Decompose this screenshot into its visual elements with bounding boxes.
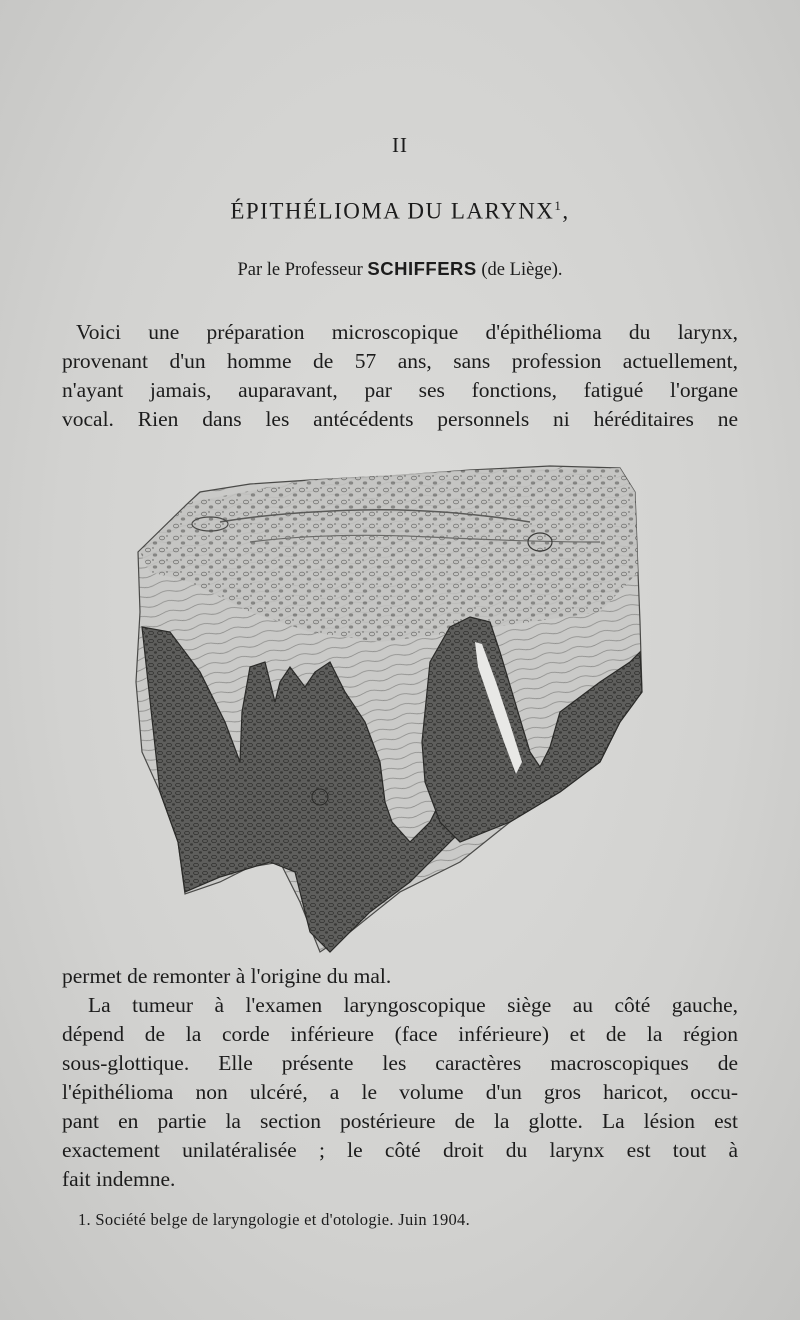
footnote-text: Société belge de laryngologie et d'otologie. Juin 1904. bbox=[95, 1210, 471, 1229]
paragraph-continuation bbox=[62, 962, 738, 991]
author-name: SCHIFFERS bbox=[367, 258, 477, 279]
text-line: dépend de la corde inférieure (face inférieure) et de la région bbox=[62, 1022, 738, 1046]
byline bbox=[0, 258, 800, 281]
text-line: exactement unilatéralisée ; le côté droit du larynx est tout à bbox=[62, 1138, 738, 1162]
byline-prefix: Par le Professeur bbox=[237, 260, 363, 280]
title-text: ÉPITHÉLIOMA DU LARYNX bbox=[230, 198, 555, 224]
footnote bbox=[78, 1210, 470, 1230]
paragraph-tumor bbox=[62, 991, 738, 1194]
text-line: l'épithélioma non ulcéré, a le volume d'un gros haricot, occu- bbox=[62, 1080, 738, 1104]
text-line: Voici une préparation microscopique d'épithélioma du larynx, bbox=[76, 320, 738, 344]
text-line: permet de remonter à l'origine du mal. bbox=[62, 964, 392, 988]
title-comma: , bbox=[562, 198, 570, 224]
footnote-mark: 1. bbox=[78, 1210, 91, 1229]
text-line: n'ayant jamais, auparavant, par ses fonctions, fatigué l'organe bbox=[62, 378, 738, 402]
chapter-number: II bbox=[392, 133, 408, 157]
histology-illustration bbox=[130, 462, 650, 962]
author-affiliation: (de Liège). bbox=[481, 260, 563, 280]
text-line: provenant d'un homme de 57 ans, sans profession actuellement, bbox=[62, 349, 738, 373]
text-line: vocal. Rien dans les antécédents personnels ni héréditaires ne bbox=[62, 407, 738, 431]
chapter-title bbox=[0, 198, 800, 225]
title-footnote-mark: 1 bbox=[554, 198, 563, 213]
text-line: La tumeur à l'examen laryngoscopique siège au côté gauche, bbox=[88, 993, 738, 1017]
text-line: fait indemne. bbox=[62, 1167, 176, 1191]
paragraph-intro bbox=[62, 318, 738, 434]
text-line: pant en partie la section postérieure de la glotte. La lésion est bbox=[62, 1109, 738, 1133]
text-line: sous-glottique. Elle présente les caractères macroscopiques de bbox=[62, 1051, 738, 1075]
